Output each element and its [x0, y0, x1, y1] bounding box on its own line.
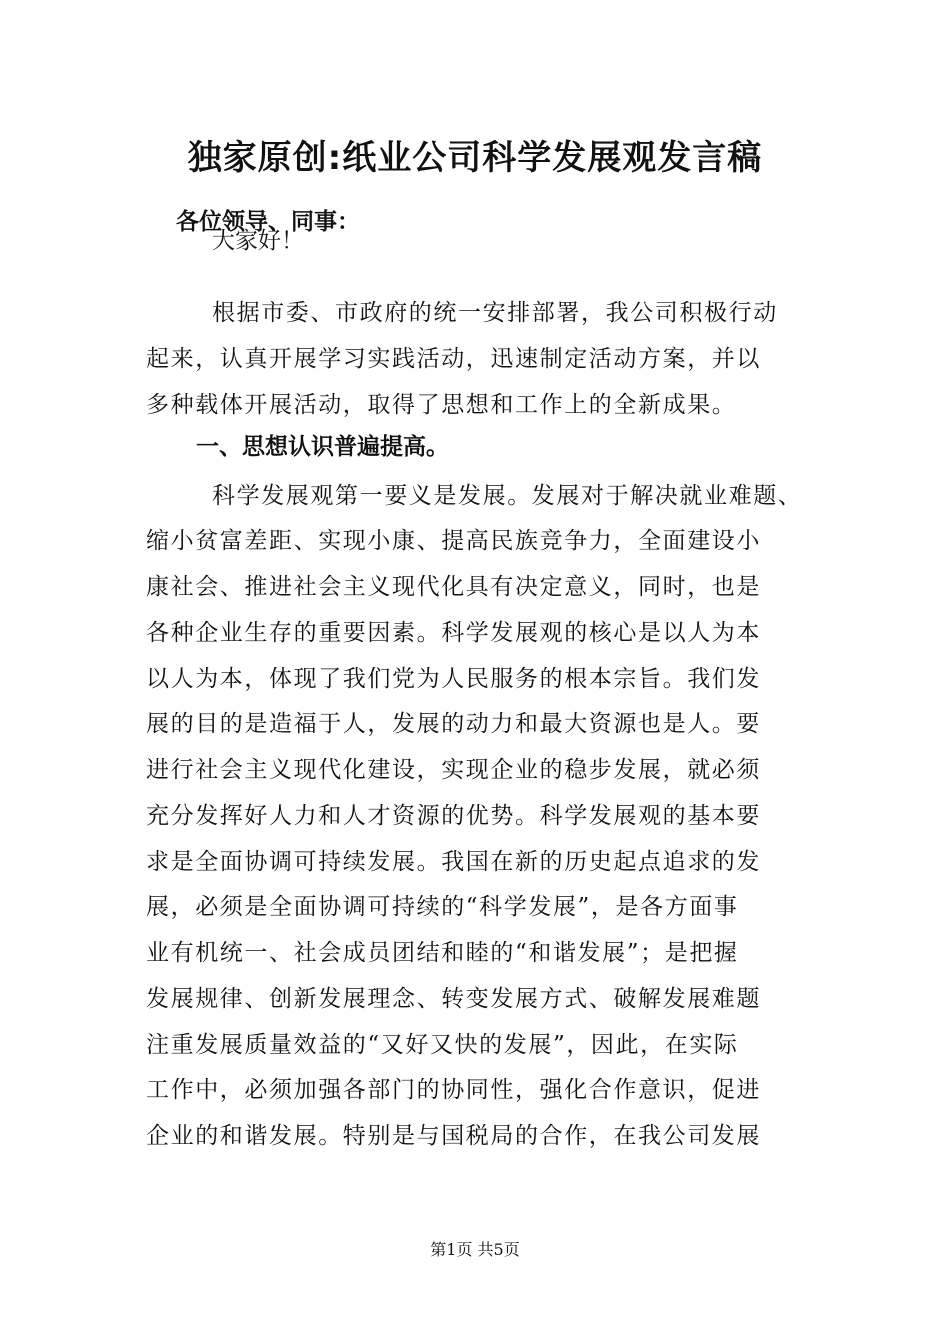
paragraph-line: 展的目的是造福于人，发展的动力和最大资源也是人。要 [146, 711, 761, 737]
paragraph-line: 注重发展质量效益的“又好又快的发展”，因此，在实际 [146, 1032, 739, 1058]
paragraph-line: 业有机统一、社会成员团结和睦的“和谐发展”；是把握 [146, 940, 739, 966]
greeting-line: 大家好！ [212, 228, 304, 254]
paragraph-line: 进行社会主义现代化建设，实现企业的稳步发展，就必须 [146, 757, 761, 783]
paragraph-line: 充分发挥好人力和人才资源的优势。科学发展观的基本要 [146, 803, 761, 829]
paragraph-line: 工作中，必须加强各部门的协同性，强化合作意识，促进 [146, 1077, 761, 1103]
paragraph-line: 多种载体开展活动，取得了思想和工作上的全新成果。 [146, 392, 737, 418]
paragraph-line: 发展规律、创新发展理念、转变发展方式、破解发展难题 [146, 986, 761, 1012]
paragraph-line: 缩小贫富差距、实现小康、提高民族竞争力，全面建设小 [146, 528, 761, 554]
paragraph-line: 求是全面协调可持续发展。我国在新的历史起点追求的发 [146, 849, 761, 875]
document-title: 独家原创:纸业公司科学发展观发言稿 [187, 138, 763, 178]
paragraph-line: 以人为本，体现了我们党为人民服务的根本宗旨。我们发 [146, 666, 761, 692]
page-footer: 第1页 共5页 [430, 1240, 520, 1259]
paragraph-line: 起来，认真开展学习实践活动，迅速制定活动方案，并以 [146, 346, 761, 372]
section-heading: 一、思想认识普遍提高。 [196, 434, 449, 460]
paragraph-line: 企业的和谐发展。特别是与国税局的合作，在我公司发展 [146, 1123, 761, 1149]
paragraph-line: 根据市委、市政府的统一安排部署，我公司积极行动 [212, 300, 778, 326]
paragraph-line: 各种企业生存的重要因素。科学发展观的核心是以人为本 [146, 620, 761, 646]
paragraph-line: 科学发展观第一要义是发展。发展对于解决就业难题、 [212, 483, 803, 509]
salutation: 各位领导、同事： [176, 209, 360, 235]
paragraph-line: 康社会、推进社会主义现代化具有决定意义，同时，也是 [146, 574, 761, 600]
paragraph-line: 展，必须是全面协调可持续的“科学发展”，是各方面事 [146, 894, 739, 920]
